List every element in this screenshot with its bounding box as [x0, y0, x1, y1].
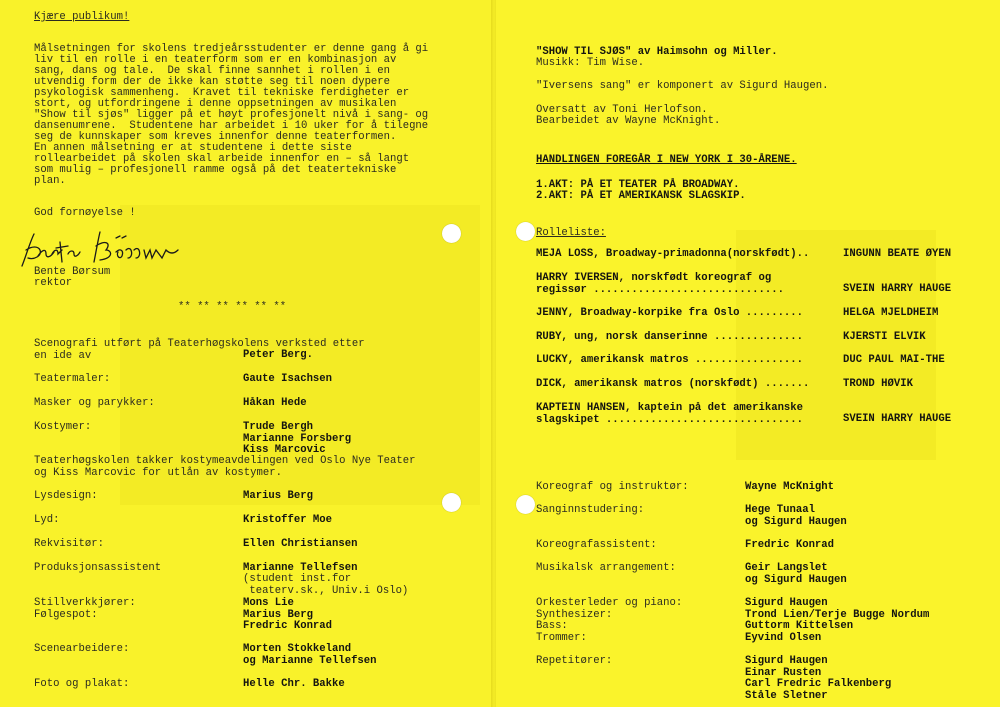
- cast-role: KAPTEIN HANSEN, kaptein på det amerikanske slagskipet ...............................: [536, 402, 804, 426]
- setting-heading: HANDLINGEN FOREGÅR I NEW YORK I 30-ÅRENE.: [536, 154, 797, 166]
- crew-role: Orkesterleder og piano: Synthesizer: Bass: Trommer:: [536, 597, 683, 644]
- crew-name: Geir Langslet og Sigurd Haugen: [745, 562, 847, 586]
- cast-heading: Rolleliste:: [536, 227, 606, 239]
- act-two: 2.AKT: PÅ ET AMERIKANSK SLAGSKIP.: [536, 190, 746, 202]
- translated-line: Oversatt av Toni Herlofson.: [536, 104, 708, 116]
- cast-role: RUBY, ung, norsk danserinne ..............: [536, 331, 804, 343]
- credit-role: Kostymer:: [34, 421, 92, 433]
- cast-role: MEJA LOSS, Broadway-primadonna(norskfødt)..: [536, 248, 810, 260]
- intro-line: Målsetningen for skolens tredjeårsstudenter er denne gang å gi: [34, 43, 429, 55]
- credit-name: Gaute Isachsen: [243, 373, 333, 385]
- intro-line: utvendig form der de ikke kan støtte seg til noen dypere: [34, 76, 391, 88]
- separator-stars: ** ** ** ** ** **: [178, 301, 287, 313]
- credit-name: Marius Berg: [243, 490, 313, 502]
- punch-hole: [442, 224, 461, 243]
- punch-hole: [516, 222, 535, 241]
- cast-role: HARRY IVERSEN, norskfødt koreograf og regissør ..............................: [536, 272, 784, 296]
- closing-line: God fornøyelse !: [34, 207, 136, 219]
- cast-actor: DUC PAUL MAI-THE: [843, 354, 945, 366]
- cast-actor: SVEIN HARRY HAUGE: [843, 283, 952, 295]
- crew-role: Musikalsk arrangement:: [536, 562, 676, 574]
- crew-role: Sanginnstudering:: [536, 504, 645, 516]
- credit-name: Trude Bergh Marianne Forsberg Kiss Marcovic: [243, 421, 352, 457]
- right-page: [496, 0, 1000, 707]
- assistant-note: (student inst.for teaterv.sk., Univ.i Oslo): [243, 573, 409, 597]
- intro-line: liv til en rolle i en teaterform som er en kombinasjon av: [34, 54, 397, 66]
- show-line: "SHOW TIL SJØS" av Haimsohn og Miller.: [536, 46, 778, 58]
- intro-line: plan.: [34, 175, 66, 187]
- credit-role: Foto og plakat:: [34, 678, 130, 690]
- credit-role: Produksjonsassistent: [34, 562, 162, 574]
- credit-name: Mons Lie Marius Berg Fredric Konrad: [243, 597, 333, 633]
- credit-name: Kristoffer Moe: [243, 514, 333, 526]
- intro-line: stort, og utfordringene i denne oppsetningen av musikalen: [34, 98, 397, 110]
- punch-hole: [516, 495, 535, 514]
- crew-name: Hege Tunaal og Sigurd Haugen: [745, 504, 847, 528]
- crew-name: Sigurd Haugen Trond Lien/Terje Bugge Nordum Guttorm Kittelsen Eyvind Olsen: [745, 597, 930, 644]
- music-line: Musikk: Tim Wise.: [536, 57, 645, 69]
- intro-line: seg de kunnskaper som kreves innenfor denne teaterformen.: [34, 131, 397, 143]
- thanks-note: Teaterhøgskolen takker kostymeavdelingen ved Oslo Nye Teater og Kiss Marcovic for utlån av kostymer.: [34, 455, 416, 479]
- credit-role: Lysdesign:: [34, 490, 98, 502]
- credit-name: Ellen Christiansen: [243, 538, 358, 550]
- cast-actor: INGUNN BEATE ØYEN: [843, 248, 952, 260]
- intro-line: som mulig – profesjonell ramme også på det teatertekniske: [34, 164, 397, 176]
- punch-hole: [442, 493, 461, 512]
- crew-name: Wayne McKnight: [745, 481, 835, 493]
- intro-line: sang, dans og tale. De skal finne sannhet i rollen i en: [34, 65, 391, 77]
- act-one: 1.AKT: PÅ ET TEATER PÅ BROADWAY.: [536, 179, 740, 191]
- credit-role: Teatermaler:: [34, 373, 111, 385]
- cast-actor: KJERSTI ELVIK: [843, 331, 926, 343]
- credit-role: Stillverkkjører: Følgespot:: [34, 597, 136, 621]
- song-line: "Iversens sang" er komponert av Sigurd Haugen.: [536, 80, 829, 92]
- greeting: Kjære publikum!: [34, 11, 130, 23]
- credit-role: Lyd:: [34, 514, 60, 526]
- cast-actor: TROND HØVIK: [843, 378, 913, 390]
- credit-role: Scenografi utført på Teaterhøgskolens verksted etter en ide av: [34, 338, 365, 362]
- cast-actor: SVEIN HARRY HAUGE: [843, 413, 952, 425]
- crew-name: Fredric Konrad: [745, 539, 835, 551]
- intro-line: "Show til sjøs" ligger på et høyt profesjonelt nivå i sang- og: [34, 109, 429, 121]
- cast-actor: HELGA MJELDHEIM: [843, 307, 939, 319]
- crew-role: Koreograf og instruktør:: [536, 481, 689, 493]
- crew-role: Repetitører:: [536, 655, 613, 667]
- intro-line: psykologisk sammenheng. Kravet til tekniske ferdigheter er: [34, 87, 410, 99]
- signer-title: rektor: [34, 277, 73, 289]
- cast-role: JENNY, Broadway-korpike fra Oslo .........: [536, 307, 804, 319]
- crew-role: Koreografassistent:: [536, 539, 657, 551]
- crew-name: Sigurd Haugen Einar Rusten Carl Fredric Falkenberg Ståle Sletner: [745, 655, 892, 702]
- intro-line: dansenumrene. Studentene har arbeidet i 10 uker for å tilegne: [34, 120, 429, 132]
- credit-role: Masker og parykker:: [34, 397, 155, 409]
- cast-role: DICK, amerikansk matros (norskfødt) .......: [536, 378, 810, 390]
- signer-name: Bente Børsum: [34, 266, 111, 278]
- credit-name: Peter Berg.: [243, 349, 313, 361]
- credit-role: Scenearbeidere:: [34, 643, 130, 655]
- left-page: [0, 0, 492, 707]
- credit-role: Rekvisitør:: [34, 538, 104, 550]
- credit-name: Helle Chr. Bakke: [243, 678, 345, 690]
- intro-line: En annen målsetning er at studentene i dette siste: [34, 142, 352, 154]
- credit-name: Marianne Tellefsen: [243, 562, 358, 574]
- adapted-line: Bearbeidet av Wayne McKnight.: [536, 115, 721, 127]
- credit-name: Morten Stokkeland og Marianne Tellefsen: [243, 643, 377, 667]
- cast-role: LUCKY, amerikansk matros .................: [536, 354, 804, 366]
- intro-line: rollearbeidet på skolen skal arbeide innenfor en – så langt: [34, 153, 410, 165]
- credit-name: Håkan Hede: [243, 397, 307, 409]
